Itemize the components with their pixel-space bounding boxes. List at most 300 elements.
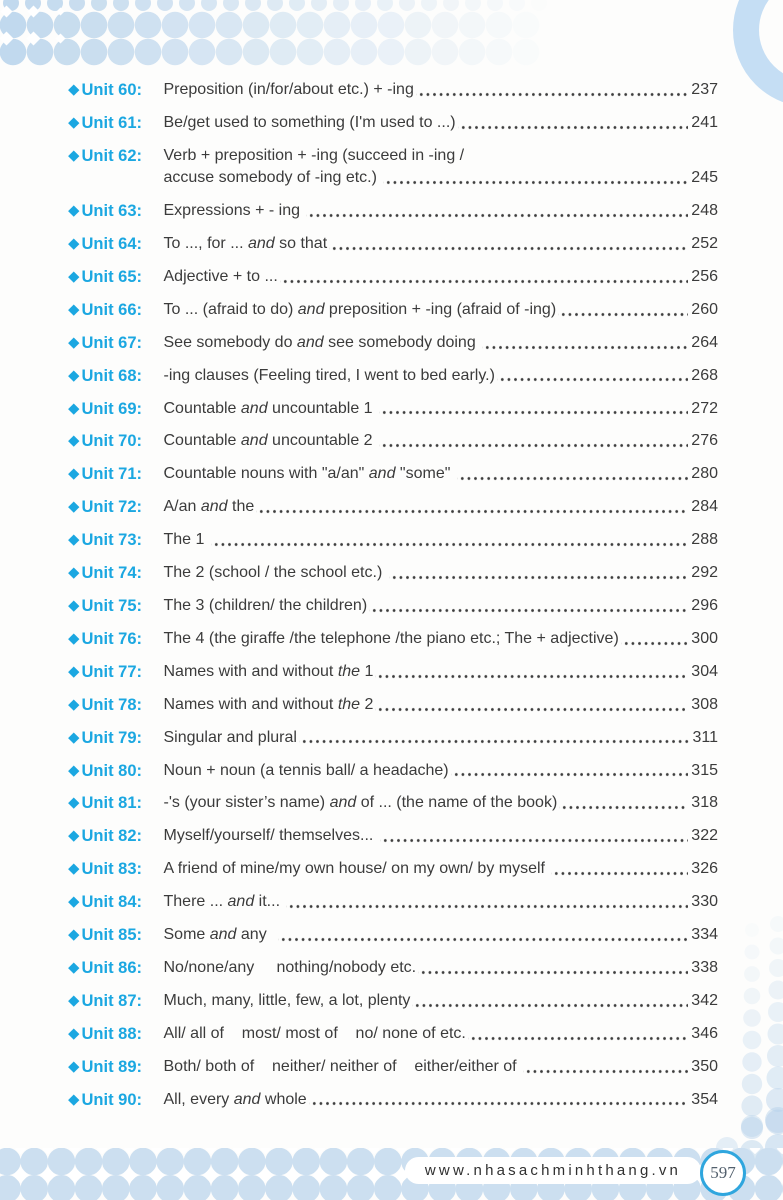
halftone-dot — [432, 12, 459, 39]
title-text: All, every — [163, 1090, 234, 1108]
column-dot — [744, 988, 761, 1005]
page-ref: 338 — [691, 958, 718, 976]
toc-entry — [70, 957, 718, 979]
toc-entry — [70, 463, 718, 485]
title-text: A/an — [163, 498, 201, 516]
dot-leader — [375, 694, 688, 716]
unit-label: Unit 90: — [81, 1090, 143, 1109]
halftone-dot — [355, 0, 371, 11]
title-text: Singular and plural — [163, 728, 297, 746]
title-text: -'s (your sister’s name) — [163, 794, 330, 812]
title-text: To ... (afraid to do) — [163, 300, 298, 318]
page-ref: 315 — [691, 761, 718, 779]
page-ref: 346 — [691, 1024, 718, 1042]
bullet-diamond-icon — [68, 962, 79, 973]
halftone-dot — [377, 0, 393, 11]
toc-line — [164, 562, 719, 584]
title-text: and — [209, 926, 237, 944]
unit-label: Unit 76: — [81, 629, 143, 648]
dot-leader — [458, 112, 689, 134]
toc-entry — [70, 694, 718, 716]
unit-label: Unit 79: — [81, 728, 143, 747]
unit-label: Unit 84: — [81, 893, 143, 912]
toc-line — [164, 430, 719, 452]
toc-entry-text — [164, 365, 719, 387]
halftone-dot — [486, 39, 513, 66]
toc-line — [164, 1056, 719, 1078]
page-ref: 322 — [691, 827, 718, 845]
title-text: Adjective + to ... — [163, 267, 278, 285]
title-text: the — [337, 662, 361, 680]
title-text: 2 — [360, 695, 374, 713]
halftone-dot — [289, 0, 305, 11]
dot-leader — [383, 167, 688, 189]
toc-entry-text — [164, 299, 719, 321]
bullet-diamond-icon — [68, 535, 79, 546]
toc-entry-text — [164, 760, 719, 782]
halftone-dot — [378, 39, 405, 66]
title-text: Noun + noun (a tennis ball/ a headache) — [163, 761, 449, 779]
halftone-dot — [135, 39, 162, 66]
dot-leader — [559, 792, 688, 814]
page-ref: 354 — [691, 1090, 718, 1108]
column-dot — [742, 1052, 761, 1071]
halftone-dot — [162, 39, 189, 66]
toc-line — [164, 858, 719, 880]
title-text: and — [297, 300, 325, 318]
halftone-dot — [27, 12, 54, 39]
halftone-dot — [297, 39, 324, 66]
toc-entry — [70, 233, 718, 255]
halftone-dot — [270, 39, 297, 66]
toc-line — [164, 496, 719, 518]
halftone-dot — [243, 39, 270, 66]
title-text: whole — [260, 1090, 307, 1108]
title-text: Both/ both of neither/ neither of either/either of — [163, 1057, 522, 1075]
halftone-dot — [324, 39, 351, 66]
toc-entry-text — [164, 727, 719, 749]
toc-line — [164, 332, 719, 354]
bullet-diamond-icon — [68, 150, 79, 161]
toc-entry — [70, 1023, 718, 1045]
halftone-dot — [405, 12, 432, 39]
toc-entry-text — [164, 891, 719, 913]
unit-label: Unit 61: — [81, 113, 143, 132]
title-text: Countable — [163, 399, 241, 417]
title-text: Much, many, little, few, a lot, plenty — [163, 991, 411, 1009]
page-ref: 256 — [691, 267, 718, 285]
toc-entry — [70, 595, 718, 617]
bullet-diamond-icon — [68, 403, 79, 414]
page-ref: 241 — [691, 113, 718, 131]
page-ref: 334 — [691, 926, 718, 944]
toc-line — [164, 299, 719, 321]
toc-entry-text — [164, 1089, 719, 1111]
unit-label: Unit 80: — [81, 761, 143, 780]
halftone-dot — [216, 39, 243, 66]
toc-entry — [70, 1056, 718, 1078]
toc-line — [164, 694, 719, 716]
halftone-dot — [509, 0, 525, 11]
page-ref: 268 — [691, 366, 718, 384]
title-text: it... — [254, 893, 285, 911]
toc-line — [164, 1089, 719, 1111]
toc-entry-text — [164, 694, 719, 716]
unit-label: Unit 82: — [81, 827, 143, 846]
halftone-dot — [189, 12, 216, 39]
bullet-diamond-icon — [68, 568, 79, 579]
toc-line — [164, 990, 719, 1012]
bullet-diamond-icon — [68, 502, 79, 513]
dot-leader — [379, 430, 688, 452]
halftone-dot — [311, 0, 327, 11]
page-ref: 350 — [691, 1057, 718, 1075]
column-dot — [770, 916, 783, 932]
unit-label: Unit 85: — [81, 926, 143, 945]
bullet-diamond-icon — [68, 831, 79, 842]
halftone-dot — [459, 39, 486, 66]
title-text: The 3 (children/ the children) — [163, 597, 368, 614]
page-ref: 276 — [691, 432, 718, 450]
unit-label: Unit 65: — [81, 267, 143, 286]
halftone-dot — [531, 0, 547, 11]
title-text: Expressions + - ing — [163, 202, 305, 220]
title-text: Myself/yourself/ themselves... — [163, 827, 378, 845]
toc-line — [164, 200, 719, 222]
halftone-dot — [157, 0, 173, 11]
halftone-dot — [201, 0, 217, 11]
page-ref: 252 — [691, 235, 718, 253]
toc-line — [164, 167, 719, 189]
halftone-dot — [399, 0, 415, 11]
bullet-diamond-icon — [68, 765, 79, 776]
dot-leader — [369, 595, 688, 617]
toc-line — [164, 825, 719, 847]
cluster-dot — [765, 1107, 783, 1133]
title-text: and — [247, 235, 275, 253]
bullet-diamond-icon — [68, 337, 79, 348]
column-dot — [767, 1045, 783, 1067]
title-text: so that — [274, 235, 328, 253]
bullet-diamond-icon — [68, 469, 79, 480]
title-text: Countable nouns with "a/an" — [163, 465, 369, 483]
title-text: and — [200, 498, 228, 516]
halftone-dot — [465, 0, 481, 11]
unit-label: Unit 69: — [81, 399, 143, 418]
toc-entry — [70, 858, 718, 880]
website-url: www.nhasachminhthang.vn — [424, 1162, 682, 1179]
column-dot — [745, 945, 760, 960]
unit-label: Unit 75: — [81, 597, 143, 615]
toc-entry-text — [164, 562, 719, 584]
title-text: and — [240, 399, 268, 417]
dot-leader — [482, 332, 688, 354]
toc-entry — [70, 825, 718, 847]
toc-entry — [70, 760, 718, 782]
halftone-dot — [351, 12, 378, 39]
toc-entry-text — [164, 529, 719, 551]
toc-entry-text — [164, 1056, 719, 1078]
halftone-dot — [27, 39, 54, 66]
halftone-dots-decoration — [0, 0, 600, 70]
dot-leader — [412, 990, 688, 1012]
bullet-diamond-icon — [68, 84, 79, 95]
toc-entry-text — [164, 463, 719, 485]
title-text: and — [233, 1090, 261, 1108]
page-ref: 308 — [691, 695, 718, 713]
column-dot — [768, 1024, 783, 1045]
halftone-dot — [69, 0, 85, 11]
halftone-dot — [54, 12, 81, 39]
column-dot — [741, 1095, 762, 1116]
bullet-diamond-icon — [68, 304, 79, 315]
page-ref: 248 — [691, 202, 718, 220]
title-text: There ... — [163, 893, 228, 911]
toc-entry-text — [164, 628, 719, 650]
halftone-dot — [351, 39, 378, 66]
dot-leader — [380, 825, 689, 847]
toc-entry — [70, 924, 718, 946]
halftone-dot — [245, 0, 261, 11]
toc-entry — [70, 661, 718, 683]
toc-line — [164, 529, 719, 551]
toc-entry — [70, 529, 718, 551]
halftone-dot — [405, 39, 432, 66]
title-text: accuse somebody of -ing etc.) — [163, 169, 382, 187]
arc-ring — [746, 0, 783, 94]
toc-entry — [70, 562, 718, 584]
toc-line — [164, 112, 719, 134]
toc-entry-text — [164, 1023, 719, 1045]
toc-entry-text — [164, 825, 719, 847]
title-text: The 4 (the giraffe /the telephone /the piano etc.; The + adjective) — [163, 629, 619, 647]
bullet-diamond-icon — [68, 600, 79, 611]
column-dot — [744, 966, 760, 982]
unit-label: Unit 73: — [81, 531, 143, 550]
unit-label: Unit 74: — [81, 564, 143, 583]
title-text: To ..., for ... — [163, 235, 248, 253]
toc-line — [164, 1023, 719, 1045]
dot-leader — [497, 365, 688, 387]
title-text: The 1 — [163, 531, 209, 549]
page-ref: 318 — [691, 794, 718, 812]
toc-entry-text — [164, 332, 719, 354]
halftone-dot — [297, 12, 324, 39]
toc-entry — [70, 79, 718, 101]
unit-label: Unit 64: — [81, 235, 143, 254]
page-number-badge — [700, 1150, 746, 1196]
dot-leader — [329, 233, 688, 255]
column-dot — [769, 959, 783, 977]
toc-entry — [70, 792, 718, 814]
toc-entry — [70, 727, 718, 749]
title-text: -ing clauses (Feeling tired, I went to bed early.) — [163, 366, 495, 384]
halftone-dot — [162, 12, 189, 39]
bullet-diamond-icon — [68, 864, 79, 875]
toc-entry — [70, 145, 718, 190]
toc-line — [164, 145, 719, 167]
halftone-dot — [108, 39, 135, 66]
bullet-diamond-icon — [68, 271, 79, 282]
halftone-dot — [135, 0, 151, 11]
title-text: preposition + -ing (afraid of -ing) — [324, 300, 557, 318]
toc-entry-text — [164, 595, 719, 617]
bullet-diamond-icon — [68, 930, 79, 941]
bullet-diamond-icon — [68, 206, 79, 217]
unit-label: Unit 78: — [81, 695, 143, 714]
toc-line — [164, 661, 719, 683]
bullet-diamond-icon — [68, 238, 79, 249]
page-ref: 237 — [691, 81, 718, 98]
unit-label: Unit 70: — [81, 432, 143, 451]
dot-leader — [523, 1056, 688, 1078]
halftone-dot — [513, 39, 540, 66]
page-ref: 260 — [691, 300, 718, 318]
bullet-diamond-icon — [68, 995, 79, 1006]
toc-entry-text — [164, 661, 719, 683]
bullet-diamond-icon — [68, 436, 79, 447]
halftone-dot — [135, 12, 162, 39]
halftone-dot — [486, 12, 513, 39]
unit-label: Unit 62: — [81, 146, 143, 165]
column-dot — [745, 923, 759, 937]
title-text: the — [227, 498, 255, 516]
dot-leader — [309, 1089, 689, 1111]
column-dot — [743, 1031, 762, 1050]
dot-leader — [306, 200, 688, 222]
dot-leader — [621, 628, 689, 650]
toc-entry — [70, 398, 718, 420]
toc-entry — [70, 266, 718, 288]
table-of-contents — [70, 79, 718, 1122]
toc-entry-text — [164, 112, 719, 134]
bullet-diamond-icon — [68, 1028, 79, 1039]
unit-label: Unit 71: — [81, 465, 143, 484]
title-text: any — [236, 926, 276, 944]
unit-label: Unit 86: — [81, 958, 143, 977]
toc-line — [164, 233, 719, 255]
unit-label: Unit 60: — [81, 81, 143, 99]
title-text: No/none/any nothing/nobody etc. — [163, 958, 417, 976]
title-text: and — [240, 432, 268, 450]
unit-label: Unit 89: — [81, 1057, 143, 1076]
toc-line — [164, 398, 719, 420]
toc-entry — [70, 365, 718, 387]
dot-leader — [280, 266, 689, 288]
toc-line — [164, 595, 719, 617]
halftone-dot — [432, 39, 459, 66]
toc-line — [164, 891, 719, 913]
page-ref: 304 — [691, 662, 718, 680]
halftone-dot — [81, 39, 108, 66]
title-text: Names with and without — [163, 695, 338, 713]
dot-leader — [286, 891, 688, 913]
halftone-dot — [54, 39, 81, 66]
unit-label: Unit 68: — [81, 366, 143, 385]
halftone-dot — [421, 0, 437, 11]
column-dot — [769, 981, 783, 1000]
toc-line — [164, 463, 719, 485]
dot-leader — [211, 529, 688, 551]
page-ref: 245 — [691, 169, 718, 187]
bullet-diamond-icon — [68, 117, 79, 128]
toc-entry — [70, 1089, 718, 1111]
bullet-diamond-icon — [68, 370, 79, 381]
dot-leader — [551, 858, 688, 880]
toc-entry — [70, 430, 718, 452]
bullet-diamond-icon — [68, 1094, 79, 1105]
page-ref: 284 — [691, 498, 718, 516]
column-dot — [770, 938, 783, 955]
title-text: and — [227, 893, 255, 911]
halftone-dot — [324, 12, 351, 39]
title-text: and — [368, 465, 396, 483]
bullet-diamond-icon — [68, 732, 79, 743]
page-ref: 330 — [691, 893, 718, 911]
bullet-diamond-icon — [68, 699, 79, 710]
page-ref: 288 — [691, 531, 718, 549]
unit-label: Unit 77: — [81, 662, 143, 681]
title-text: uncountable 1 — [267, 399, 378, 417]
title-text: Countable — [163, 432, 241, 450]
halftone-dot — [179, 0, 195, 11]
toc-line — [164, 79, 719, 101]
toc-entry-text — [164, 266, 719, 288]
bullet-diamond-icon — [68, 633, 79, 644]
toc-entry-text — [164, 957, 719, 979]
halftone-dot — [108, 12, 135, 39]
halftone-dot — [91, 0, 107, 11]
toc-line — [164, 628, 719, 650]
halftone-dot — [459, 12, 486, 39]
page-ref: 264 — [691, 333, 718, 351]
halftone-dot — [487, 0, 503, 11]
unit-label: Unit 67: — [81, 333, 143, 352]
page-number: 597 — [710, 1163, 736, 1182]
cluster-dot — [741, 1115, 763, 1137]
page-ref: 280 — [691, 465, 718, 483]
toc-entry-text — [164, 233, 719, 255]
toc-entry — [70, 990, 718, 1012]
toc-line — [164, 365, 719, 387]
halftone-dot — [189, 39, 216, 66]
column-dot — [743, 1009, 761, 1027]
page-ref: 296 — [691, 597, 718, 614]
halftone-dot — [223, 0, 239, 11]
page-ref: 272 — [691, 399, 718, 417]
toc-entry-text — [164, 430, 719, 452]
halftone-dot — [333, 0, 349, 11]
toc-line — [164, 792, 719, 814]
unit-label: Unit 72: — [81, 498, 143, 517]
unit-label: Unit 63: — [81, 202, 143, 221]
unit-label: Unit 81: — [81, 794, 143, 813]
title-text: and — [329, 794, 357, 812]
dot-leader — [375, 661, 688, 683]
bullet-diamond-icon — [68, 666, 79, 677]
toc-entry-text — [164, 990, 719, 1012]
dot-leader — [379, 398, 688, 420]
toc-line — [164, 266, 719, 288]
unit-label: Unit 87: — [81, 991, 143, 1010]
dot-leader — [468, 1023, 688, 1045]
dot-leader — [278, 924, 689, 946]
unit-label: Unit 83: — [81, 860, 143, 879]
toc-entry — [70, 332, 718, 354]
page-ref: 300 — [691, 629, 718, 647]
title-text: Names with and without — [163, 662, 338, 680]
toc-entry — [70, 299, 718, 321]
